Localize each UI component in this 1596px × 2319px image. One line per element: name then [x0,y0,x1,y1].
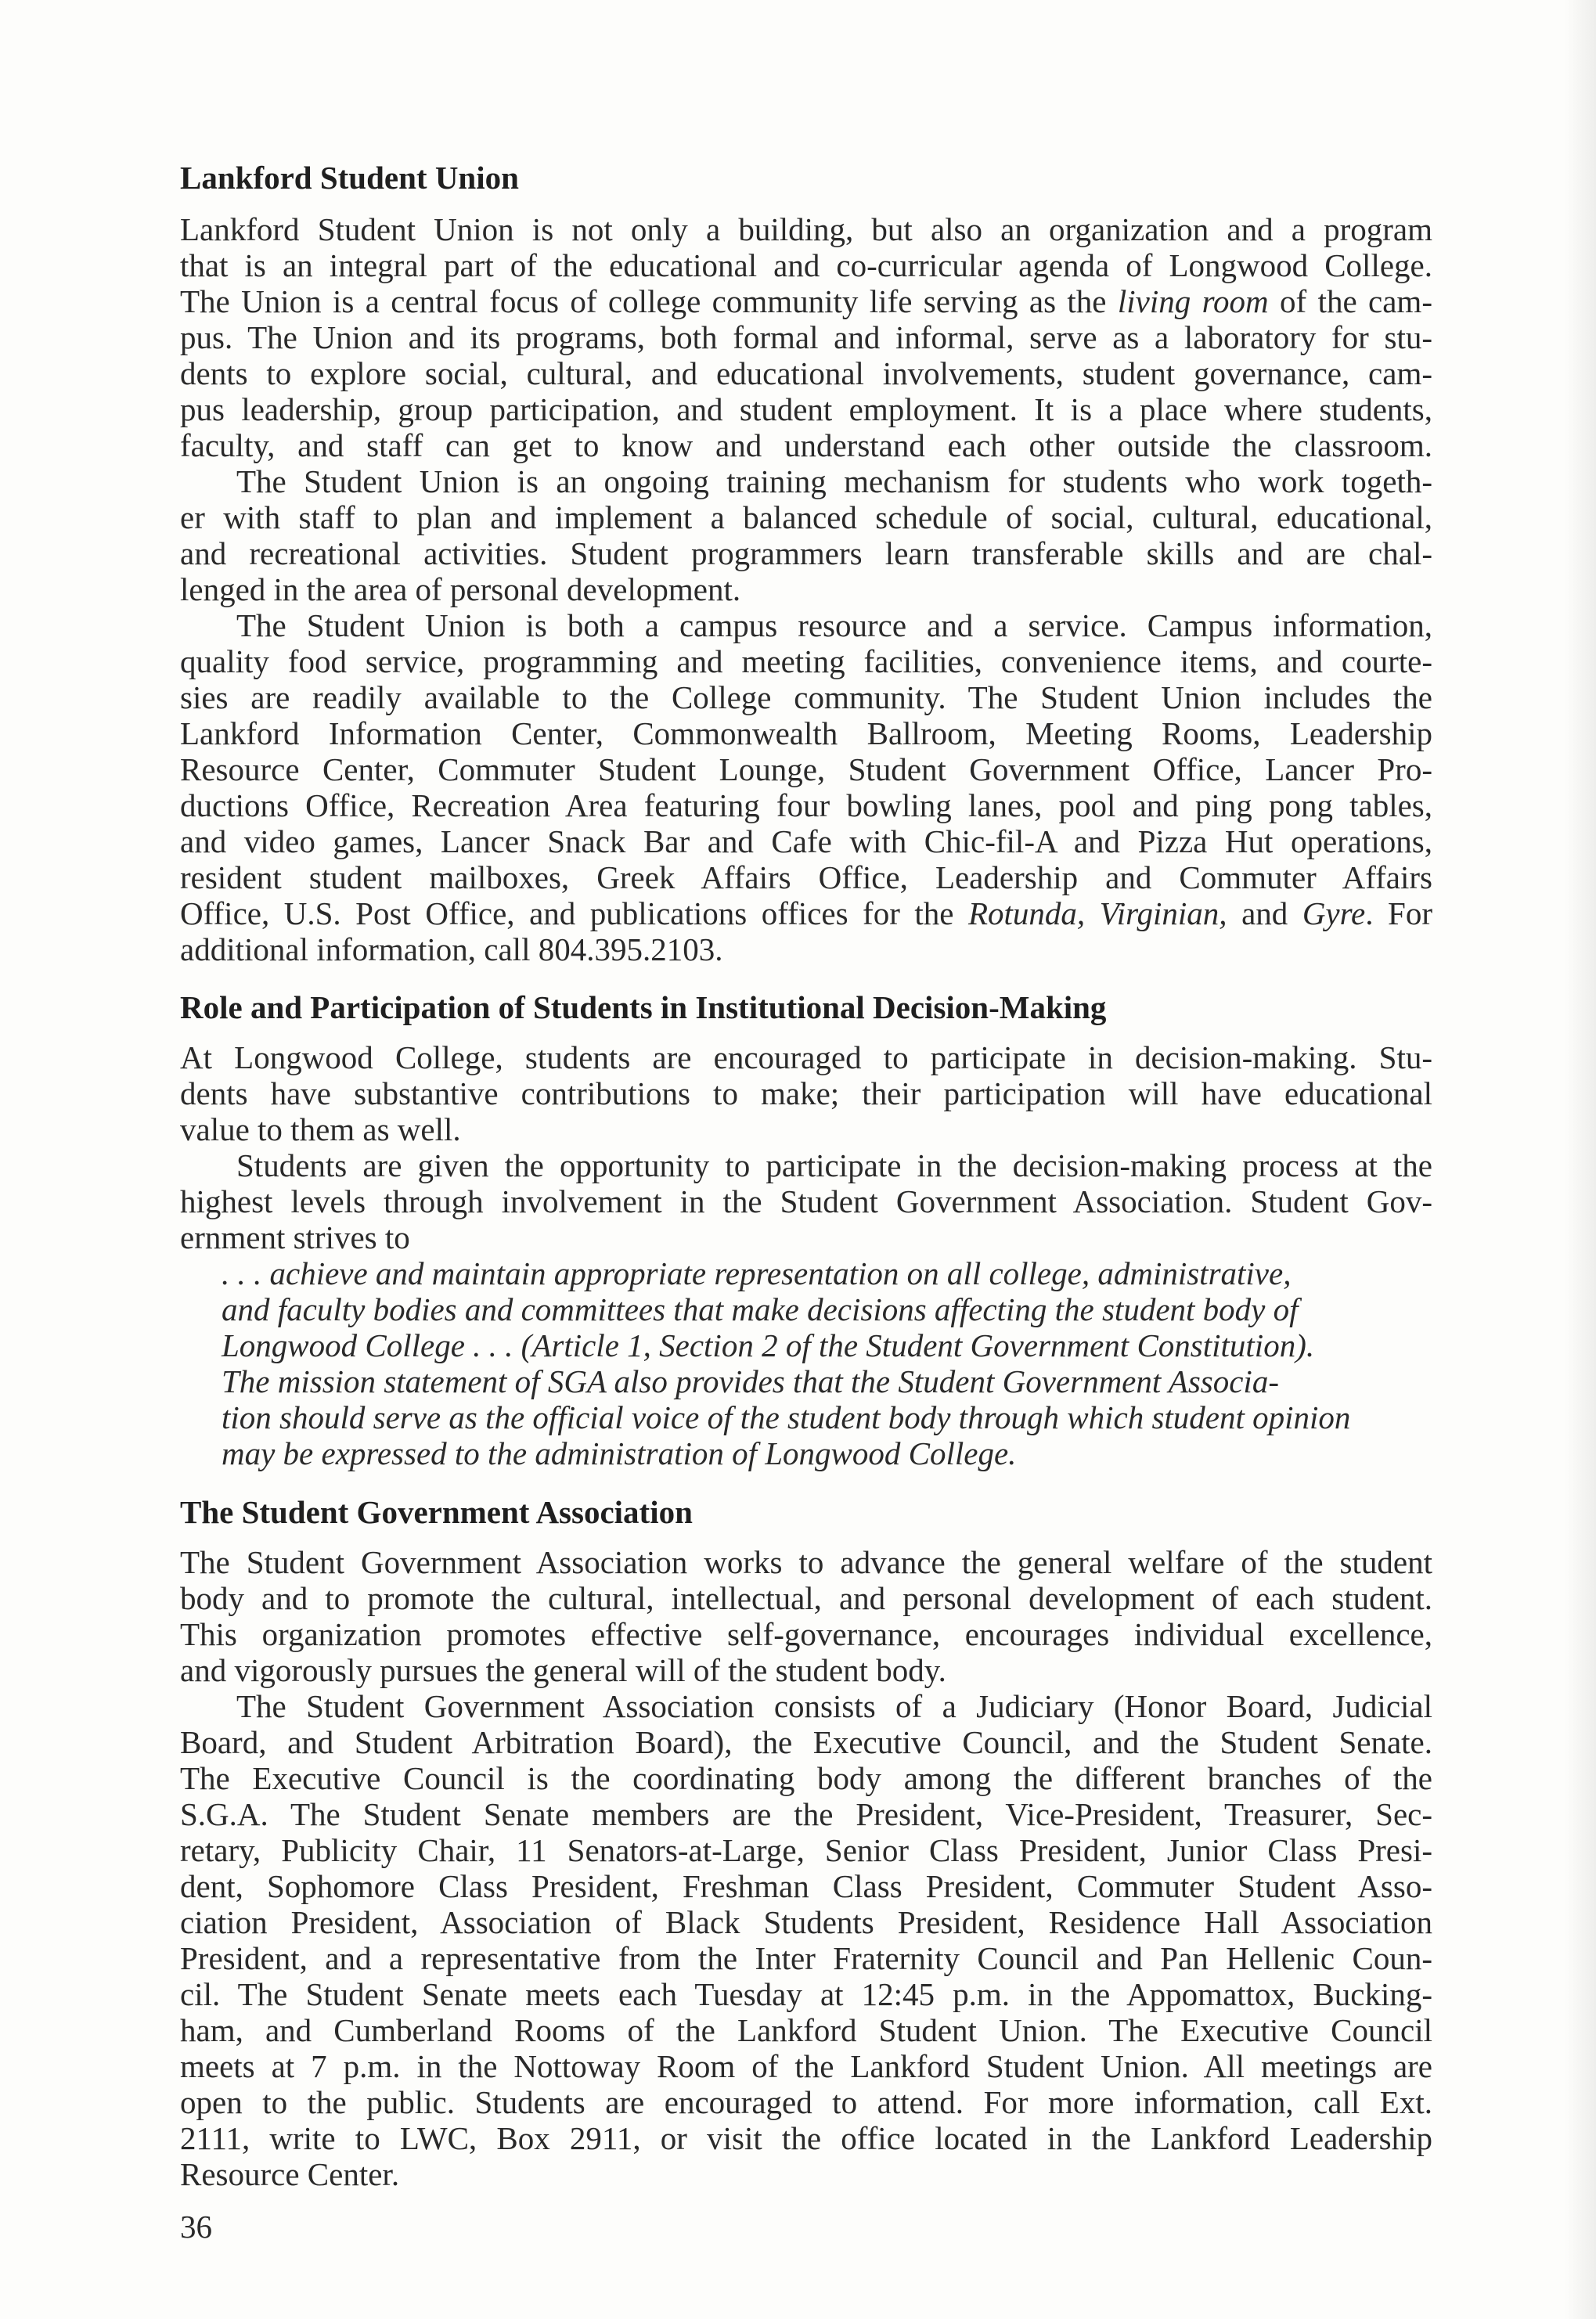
section-body-student-government-association [180,1544,1432,2192]
text-line: open to the public. Students are encouraged to attend. For more information, call Ext. [180,2084,1432,2120]
text-line: Board, and Student Arbitration Board), the Executive Council, and the Student Senate. [180,1724,1432,1760]
text-line: Resource Center. [180,2156,400,2192]
text-line: ham, and Cumberland Rooms of the Lankford Student Union. The Executive Council [180,2012,1432,2048]
text-line: The Student Government Association consists of a Judiciary (Honor Board, Judicial [236,1688,1432,1724]
text-line: The mission statement of SGA also provides that the Student Government Associa- [222,1363,1279,1399]
text-line: Office, U.S. Post Office, and publications offices for the Rotunda, Virginian, and Gyre. For [180,895,1432,931]
text-line: The Student Union is both a campus resource and a service. Campus information, [236,607,1432,643]
text-line: sies are readily available to the College community. The Student Union includes the [180,679,1432,715]
text-line: and vigorously pursues the general will of the student body. [180,1652,946,1688]
text-line: The Student Government Association works to advance the general welfare of the student [180,1544,1432,1580]
paragraph [180,607,1432,967]
text-line: ductions Office, Recreation Area featuring four bowling lanes, pool and ping pong tables, [180,787,1432,823]
text-line: tion should serve as the official voice of the student body through which student opinion [222,1399,1351,1435]
text-line: Longwood College . . . (Article 1, Section 2 of the Student Government Constitution). [222,1327,1315,1363]
paragraph [180,1039,1432,1147]
page-number: 36 [180,2209,212,2245]
text-line: . . . achieve and maintain appropriate representation on all college, administrative, [222,1255,1292,1291]
text-line: Students are given the opportunity to participate in the decision-making process at the [236,1147,1432,1183]
text-line: dents have substantive contributions to make; their participation will have educational [180,1075,1432,1111]
section-body-lankford-student-union [180,211,1432,967]
text-line: body and to promote the cultural, intellectual, and personal development of each student. [180,1580,1432,1616]
text-line: dents to explore social, cultural, and educational involvements, student governance, cam- [180,355,1432,391]
paragraph [180,211,1432,463]
text-line: The Union is a central focus of college community life serving as the living room of the cam- [180,283,1432,319]
text-line: 2111, write to LWC, Box 2911, or visit the office located in the Lankford Leadership [180,2120,1432,2156]
text-line: The Executive Council is the coordinating body among the different branches of the [180,1760,1432,1796]
text-line: value to them as well. [180,1111,461,1147]
section-heading-lankford-student-union: Lankford Student Union [180,160,519,196]
text-line: additional information, call 804.395.2103. [180,931,723,967]
text-line: faculty, and staff can get to know and understand each other outside the classroom. [180,427,1432,463]
text-line: and video games, Lancer Snack Bar and Cafe with Chic-fil-A and Pizza Hut operations, [180,823,1432,859]
section-heading-student-decision-making: Role and Participation of Students in Institutional Decision-Making [180,989,1107,1025]
text-line: The Student Union is an ongoing training mechanism for students who work togeth- [236,463,1432,499]
text-line: meets at 7 p.m. in the Nottoway Room of the Lankford Student Union. All meetings are [180,2048,1432,2084]
text-line: At Longwood College, students are encouraged to participate in decision-making. Stu- [180,1039,1432,1075]
text-line: This organization promotes effective self-governance, encourages individual excellence, [180,1616,1432,1652]
text-line: S.G.A. The Student Senate members are the President, Vice-President, Treasurer, Sec- [180,1796,1432,1832]
text-line: Lankford Information Center, Commonwealth Ballroom, Meeting Rooms, Leadership [180,715,1432,751]
text-line: lenged in the area of personal development. [180,571,741,607]
text-line: resident student mailboxes, Greek Affairs Office, Leadership and Commuter Affairs [180,859,1432,895]
text-line: quality food service, programming and meeting facilities, convenience items, and courte- [180,643,1432,679]
italic-text: Gyre [1302,895,1366,931]
text-line: ernment strives to [180,1219,410,1255]
paragraph [180,1147,1432,1255]
text-line: pus leadership, group participation, and student employment. It is a place where students, [180,391,1432,427]
section-heading-student-government-association: The Student Government Association [180,1494,693,1530]
page-edge-shadow [1565,0,1596,2319]
italic-text: living room [1117,283,1269,319]
text-line: retary, Publicity Chair, 11 Senators-at-Large, Senior Class President, Junior Class Presi- [180,1832,1432,1868]
text-line: ciation President, Association of Black Students President, Residence Hall Association [180,1904,1432,1940]
text-line: and faculty bodies and committees that make decisions affecting the student body of [222,1291,1299,1327]
text-line: er with staff to plan and implement a balanced schedule of social, cultural, educational, [180,499,1432,535]
text-line: that is an integral part of the educational and co-curricular agenda of Longwood College. [180,247,1432,283]
paragraph [180,463,1432,607]
text-line: Resource Center, Commuter Student Lounge, Student Government Office, Lancer Pro- [180,751,1432,787]
text-line: pus. The Union and its programs, both formal and informal, serve as a laboratory for stu- [180,319,1432,355]
text-line: dent, Sophomore Class President, Freshman Class President, Commuter Student Asso- [180,1868,1432,1904]
paragraph [180,1688,1432,2192]
paragraph [180,1544,1432,1688]
text-line: highest levels through involvement in the Student Government Association. Student Gov- [180,1183,1432,1219]
text-line: may be expressed to the administration of Longwood College. [222,1435,1017,1471]
text-line: Lankford Student Union is not only a building, but also an organization and a program [180,211,1432,247]
text-line: President, and a representative from the Inter Fraternity Council and Pan Hellenic Coun- [180,1940,1432,1976]
section-body-student-decision-making [180,1039,1432,1471]
block-quote [180,1255,1432,1471]
text-line: and recreational activities. Student programmers learn transferable skills and are chal- [180,535,1432,571]
italic-text: Rotunda, Virginian, [967,895,1227,931]
text-line: cil. The Student Senate meets each Tuesday at 12:45 p.m. in the Appomattox, Bucking- [180,1976,1432,2012]
